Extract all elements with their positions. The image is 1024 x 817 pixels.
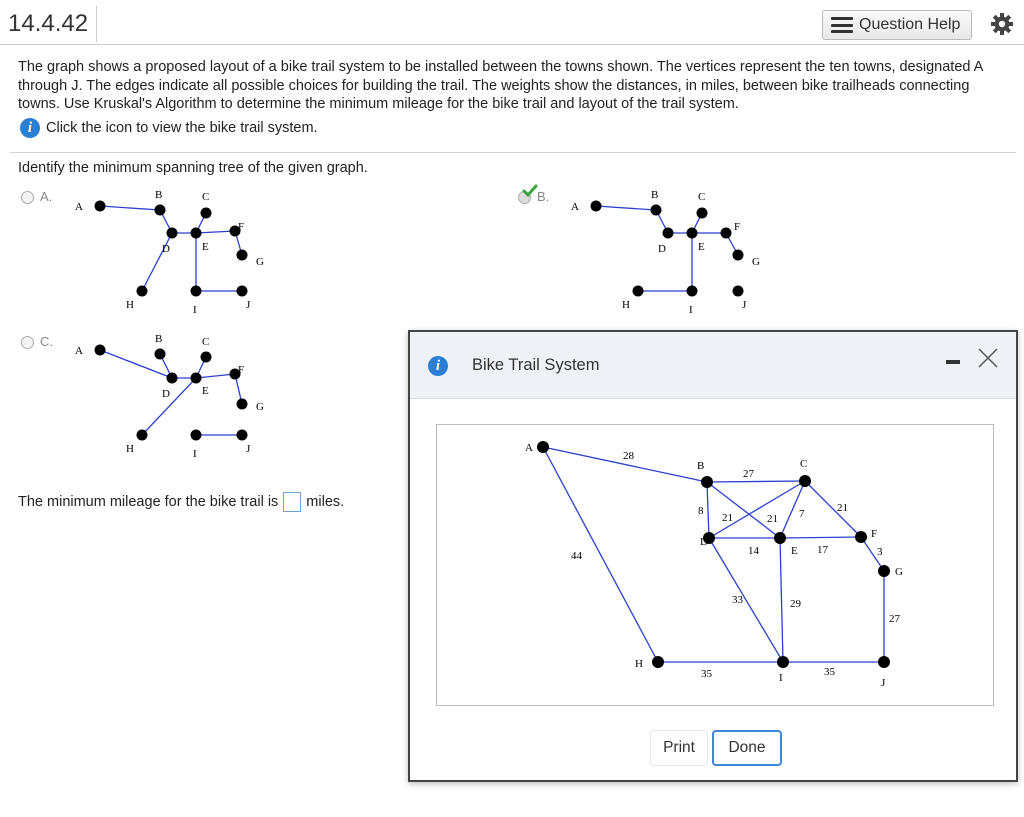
svg-text:E: E	[202, 241, 209, 253]
vertex-B	[701, 476, 713, 488]
option-b-label: B.	[537, 189, 550, 204]
info-icon: i	[428, 356, 454, 376]
svg-text:A: A	[571, 201, 579, 213]
edge-E-F	[780, 537, 861, 538]
gear-icon[interactable]	[990, 12, 1014, 36]
edge-weight-D-I: 33	[732, 594, 743, 606]
option-c-radio[interactable]	[21, 336, 34, 349]
vertex-label-J: J	[881, 677, 886, 689]
vertex-E	[774, 532, 786, 544]
option-a-label: A.	[40, 189, 53, 204]
svg-text:F: F	[238, 364, 245, 376]
vertex-label-I: I	[779, 672, 783, 684]
trail-graph	[436, 424, 994, 706]
vertex-C	[799, 475, 811, 487]
edge-weight-A-H: 44	[571, 550, 582, 562]
svg-text:F: F	[734, 221, 741, 233]
problem-statement: The graph shows a proposed layout of a bike trail system to be installed between the towns shown. The vertices represent the ten towns, designated A through J. The edges indicate all possible choices for building the trail. The weights show the distances, in miles, between bike trailheads connecting towns. Use Kruskal's Algorithm to determine the minimum mileage for the bike trail and layout of the trail system.	[18, 59, 983, 112]
edge-weight-E-I: 29	[790, 598, 801, 610]
edge-weight-I-J: 35	[824, 666, 835, 678]
edge-weight-H-I: 35	[701, 668, 712, 680]
question-help-label: Question Help	[859, 16, 961, 33]
vertex-label-H: H	[635, 658, 643, 670]
vertex-label-B: B	[697, 460, 705, 472]
vertex-F	[855, 531, 867, 543]
vertex-label-D: D	[700, 536, 708, 548]
edge-weight-F-G: 3	[877, 546, 883, 558]
svg-text:H: H	[622, 299, 630, 311]
info-icon[interactable]: i	[20, 118, 40, 138]
vertex-label-C: C	[800, 458, 808, 470]
svg-text:C: C	[202, 191, 210, 203]
vertex-I	[777, 656, 789, 668]
edge-weight-A-B: 28	[623, 450, 634, 462]
svg-text:B: B	[155, 333, 163, 345]
option-a-radio[interactable]	[21, 191, 34, 204]
svg-text:H: H	[126, 299, 134, 311]
edge-A-H	[543, 447, 658, 662]
check-icon	[522, 184, 538, 198]
vertex-G	[878, 565, 890, 577]
option-c-graph	[60, 324, 280, 464]
vertex-label-F: F	[871, 528, 878, 540]
vertex-label-G: G	[895, 566, 903, 578]
edge-weight-B-C: 27	[743, 468, 754, 480]
vertex-J	[878, 656, 890, 668]
svg-text:J: J	[246, 443, 251, 455]
edge-weight-B-E: 21	[722, 512, 733, 524]
edge-weight-C-D: 21	[767, 513, 778, 525]
info-link-text: Click the icon to view the bike trail system.	[46, 120, 318, 136]
section-divider	[10, 152, 1016, 153]
svg-text:I: I	[193, 448, 197, 460]
edge-E-I	[780, 538, 783, 662]
bike-trail-dialog	[408, 330, 1018, 782]
edge-D-I	[709, 538, 783, 662]
mileage-suffix: miles.	[306, 494, 345, 510]
vertex-H	[652, 656, 664, 668]
edge-C-D	[709, 481, 805, 538]
option-b-graph	[556, 180, 776, 320]
edge-weight-G-J: 27	[889, 613, 900, 625]
question-text: Identify the minimum spanning tree of the given graph.	[18, 160, 368, 176]
dialog-title: Bike Trail System	[472, 356, 600, 374]
edge-weight-B-D: 8	[698, 505, 704, 517]
edge-B-D	[707, 482, 709, 538]
edge-weight-C-F: 21	[837, 502, 848, 514]
close-icon[interactable]	[976, 346, 1000, 370]
done-button[interactable]: Done	[712, 730, 782, 766]
svg-text:C: C	[202, 336, 210, 348]
mileage-prefix: The minimum mileage for the bike trail is	[18, 494, 279, 510]
svg-text:C: C	[698, 191, 706, 203]
svg-text:E: E	[698, 241, 705, 253]
header-rule	[0, 44, 1024, 45]
vertex-A	[537, 441, 549, 453]
edge-weight-E-F: 17	[817, 544, 828, 556]
svg-text:A: A	[75, 345, 83, 357]
mileage-question	[18, 492, 344, 512]
svg-text:D: D	[658, 243, 666, 255]
edge-C-F	[805, 481, 861, 537]
svg-text:D: D	[162, 388, 170, 400]
svg-text:D: D	[162, 243, 170, 255]
edge-B-C	[707, 481, 805, 482]
header-divider	[96, 6, 97, 42]
svg-text:A: A	[75, 201, 83, 213]
svg-text:F: F	[238, 221, 245, 233]
option-a-graph	[60, 180, 280, 320]
svg-text:J: J	[246, 299, 251, 311]
print-button[interactable]: Print	[650, 730, 708, 766]
list-icon	[831, 17, 853, 33]
info-link[interactable]	[20, 118, 318, 138]
svg-text:G: G	[256, 401, 264, 413]
minimize-icon[interactable]	[946, 360, 960, 364]
svg-text:I: I	[193, 304, 197, 316]
option-c-label: C.	[40, 334, 53, 349]
svg-text:H: H	[126, 443, 134, 455]
mileage-input[interactable]	[283, 492, 301, 512]
svg-text:B: B	[651, 189, 659, 201]
svg-text:I: I	[689, 304, 693, 316]
svg-text:J: J	[742, 299, 747, 311]
edge-B-E	[707, 482, 780, 538]
vertex-label-A: A	[525, 442, 533, 454]
vertex-label-E: E	[791, 545, 798, 557]
svg-text:G: G	[752, 256, 760, 268]
edge-weight-C-E: 7	[799, 508, 805, 520]
svg-text:E: E	[202, 385, 209, 397]
svg-text:G: G	[256, 256, 264, 268]
question-number: 14.4.42	[8, 10, 89, 37]
question-help-button[interactable]	[822, 10, 972, 40]
edge-weight-D-E: 14	[748, 545, 759, 557]
svg-text:B: B	[155, 189, 163, 201]
